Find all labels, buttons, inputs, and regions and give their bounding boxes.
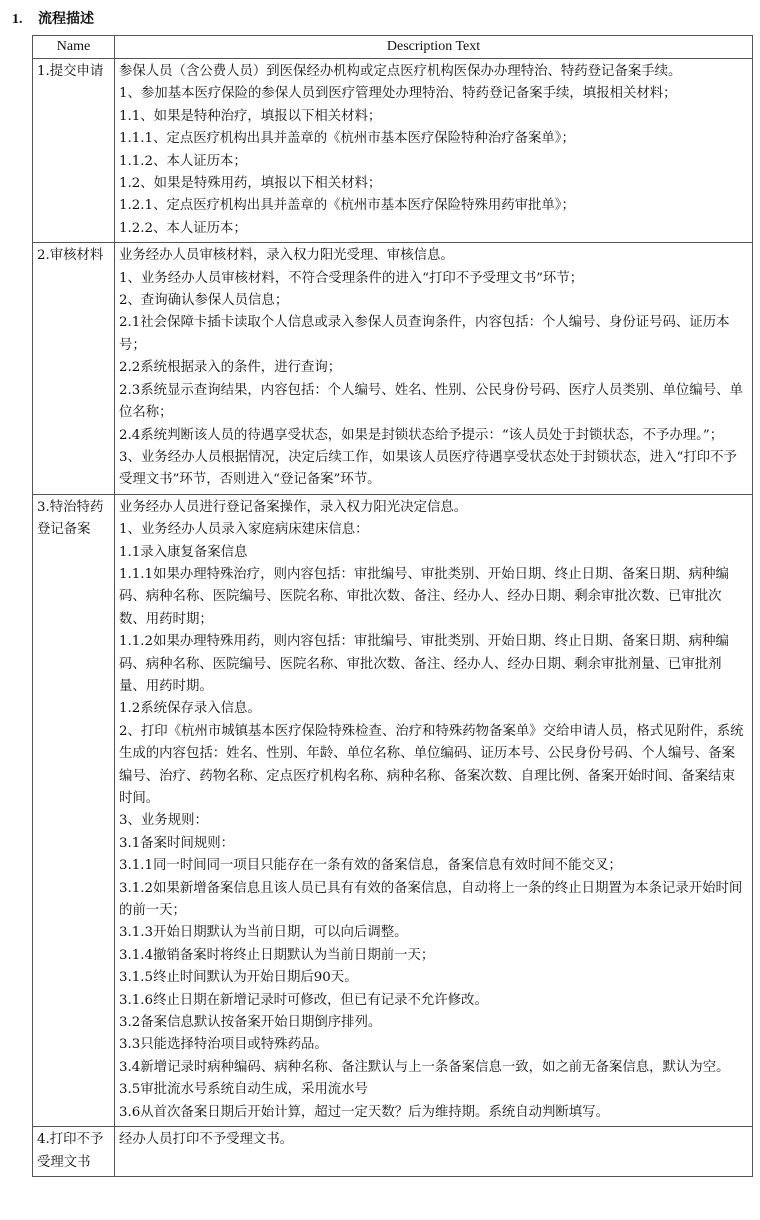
description-line: 3.2备案信息默认按备案开始日期倒序排列。 bbox=[119, 1015, 382, 1031]
section-number: 1. bbox=[12, 12, 23, 27]
description-line: 1.1.2如果办理特殊用药，则内容包括：审批编号、审批类别、开始日期、终止日期、备案日期、病种编码、病种名称、医院编号、医院名称、审批次数、备注、经办人、经办日期、剩余审批剂量、已审批剂量、用药时期。 bbox=[119, 634, 729, 694]
step-name-cell: 4.打印不予受理文书 bbox=[33, 1127, 115, 1177]
header-description: Description Text bbox=[115, 36, 753, 59]
description-line: 3.6从首次备案日期后开始计算，超过一定天数？后为维持期。系统自动判断填写。 bbox=[119, 1104, 609, 1120]
description-line: 1.2.1、定点医疗机构出具并盖章的《杭州市基本医疗保险特殊用药审批单》； bbox=[119, 198, 575, 214]
description-line: 2.2系统根据录入的条件，进行查询； bbox=[119, 360, 342, 376]
description-line: 3、业务经办人员根据情况，决定后续工作，如果该人员医疗待遇享受状态处于封锁状态，进入“打印不予受理文书”环节，否则进入“登记备案”环节。 bbox=[119, 449, 737, 488]
description-line: 1.1录入康复备案信息 bbox=[119, 544, 248, 560]
description-line: 1.1.1、定点医疗机构出具并盖章的《杭州市基本医疗保险特种治疗备案单》； bbox=[119, 131, 575, 147]
table-row bbox=[33, 494, 753, 1126]
step-description-cell bbox=[115, 1127, 753, 1177]
table-body bbox=[33, 59, 753, 1177]
description-line: 2.3系统显示查询结果，内容包括：个人编号、姓名、性别、公民身份号码、医疗人员类别、单位编号、单位名称； bbox=[119, 382, 743, 421]
table-row bbox=[33, 59, 753, 243]
process-table bbox=[32, 35, 753, 1177]
step-name-cell: 3.特治特药登记备案 bbox=[33, 494, 115, 1126]
description-line: 业务经办人员进行登记备案操作，录入权力阳光决定信息。 bbox=[119, 499, 468, 515]
description-line: 1.2.2、本人证历本； bbox=[119, 220, 247, 236]
description-line: 经办人员打印不予受理文书。 bbox=[119, 1132, 294, 1148]
description-line: 2、打印《杭州市城镇基本医疗保险特殊检查、治疗和特殊药物备案单》交给申请人员，格式见附件，系统生成的内容包括：姓名、性别、年龄、单位名称、单位编码、证历本号、公民身份号码、个人编号、备案编号、治疗、药物名称、定点医疗机构名称、病种名称、备案次数、自理比例、备案开始时间、备案结束时间。 bbox=[119, 723, 744, 806]
table-header-row bbox=[33, 36, 753, 59]
description-line: 3、业务规则： bbox=[119, 813, 208, 829]
description-line: 1.2、如果是特殊用药，填报以下相关材料； bbox=[119, 176, 382, 192]
description-line: 3.1.1同一时间同一项目只能存在一条有效的备案信息，备案信息有效时间不能交叉； bbox=[119, 858, 622, 874]
description-line: 1.1.1如果办理特殊治疗，则内容包括：审批编号、审批类别、开始日期、终止日期、备案日期、病种编码、病种名称、医院编号、医院名称、审批次数、备注、经办人、经办日期、剩余审批次数、已审批次数、用药时期； bbox=[119, 566, 729, 627]
description-line: 3.1备案时间规则： bbox=[119, 835, 235, 851]
description-line: 3.1.4撤销备案时将终止日期默认为当前日期前一天； bbox=[119, 947, 435, 963]
table-row bbox=[33, 1127, 753, 1177]
step-name-cell: 1.提交申请 bbox=[33, 59, 115, 243]
description-line: 1、业务经办人员审核材料，不符合受理条件的进入“打印不予受理文书”环节； bbox=[119, 270, 584, 286]
step-description-cell bbox=[115, 59, 753, 243]
description-line: 3.1.2如果新增备案信息且该人员已具有有效的备案信息，自动将上一条的终止日期置为本条记录开始时间的前一天； bbox=[119, 880, 743, 919]
description-line: 2、查询确认参保人员信息； bbox=[119, 293, 289, 309]
section-heading bbox=[12, 8, 94, 28]
header-name: Name bbox=[33, 36, 115, 59]
step-description-cell bbox=[115, 494, 753, 1126]
description-line: 2.4系统判断该人员的待遇享受状态，如果是封锁状态给予提示：“该人员处于封锁状态，不予办理。”； bbox=[119, 427, 724, 443]
table-row bbox=[33, 243, 753, 494]
description-line: 3.1.6终止日期在新增记录时可修改，但已有记录不允许修改。 bbox=[119, 992, 488, 1008]
description-line: 业务经办人员审核材料，录入权力阳光受理、审核信息。 bbox=[119, 248, 454, 264]
section-title: 流程描述 bbox=[38, 12, 94, 27]
description-line: 1、参加基本医疗保险的参保人员到医疗管理处办理特治、特药登记备案手续，填报相关材料； bbox=[119, 86, 677, 102]
description-line: 1.2系统保存录入信息。 bbox=[119, 701, 261, 717]
description-line: 3.3只能选择特治项目或特殊药品。 bbox=[119, 1037, 328, 1053]
step-name-cell: 2.审核材料 bbox=[33, 243, 115, 494]
description-line: 1.1、如果是特种治疗，填报以下相关材料； bbox=[119, 108, 382, 124]
description-line: 参保人员（含公费人员）到医保经办机构或定点医疗机构医保办办理特治、特药登记备案手续。 bbox=[119, 64, 682, 79]
description-line: 3.1.3开始日期默认为当前日期，可以向后调整。 bbox=[119, 925, 408, 941]
description-line: 3.4新增记录时病种编码、病种名称、备注默认与上一条备案信息一致，如之前无备案信息，默认为空。 bbox=[119, 1059, 730, 1075]
description-line: 1、业务经办人员录入家庭病床建床信息： bbox=[119, 522, 369, 538]
description-line: 1.1.2、本人证历本； bbox=[119, 153, 247, 169]
description-line: 3.5审批流水号系统自动生成，采用流水号 bbox=[119, 1082, 368, 1098]
description-line: 2.1社会保障卡插卡读取个人信息或录入参保人员查询条件，内容包括：个人编号、身份证号码、证历本号； bbox=[119, 315, 730, 353]
step-description-cell bbox=[115, 243, 753, 494]
description-line: 3.1.5终止时间默认为开始日期后90天。 bbox=[119, 970, 358, 986]
